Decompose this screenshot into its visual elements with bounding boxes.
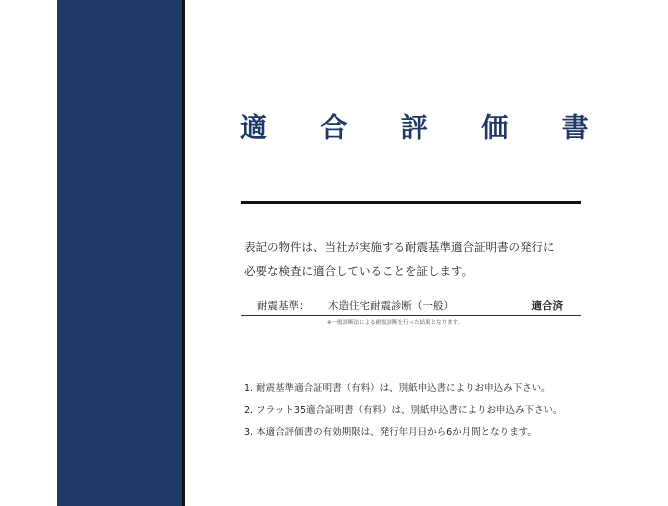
statement-line-2: 必要な検査に適合していることを証します。 bbox=[244, 264, 474, 278]
decorative-side-band bbox=[57, 0, 182, 506]
standard-value: 木造住宅耐震診断（一般） bbox=[328, 300, 454, 312]
title-divider bbox=[241, 201, 581, 204]
side-band-edge bbox=[182, 0, 185, 506]
standard-divider bbox=[241, 315, 581, 316]
standard-footnote: ※一般診断法による耐震診断を行った結果となります。 bbox=[327, 320, 464, 326]
note-item-3: 3. 本適合評価書の有効期限は、発行年月日から6か月間となります。 bbox=[244, 427, 537, 438]
certification-statement bbox=[244, 235, 584, 283]
document-title: 適 合 評 価 書 bbox=[240, 113, 611, 144]
statement-line-1: 表記の物件は、当社が実施する耐震基準適合証明書の発行に bbox=[244, 240, 555, 254]
notes-list bbox=[244, 378, 584, 444]
note-item-2: 2. フラット35適合証明書（有料）は、別紙申込書によりお申込み下さい。 bbox=[244, 405, 563, 416]
standard-status: 適合済 bbox=[531, 300, 563, 312]
note-item-1: 1. 耐震基準適合証明書（有料）は、別紙申込書によりお申込み下さい。 bbox=[244, 383, 551, 394]
seismic-standard-row bbox=[241, 295, 581, 315]
standard-label: 耐震基準： bbox=[257, 300, 310, 312]
